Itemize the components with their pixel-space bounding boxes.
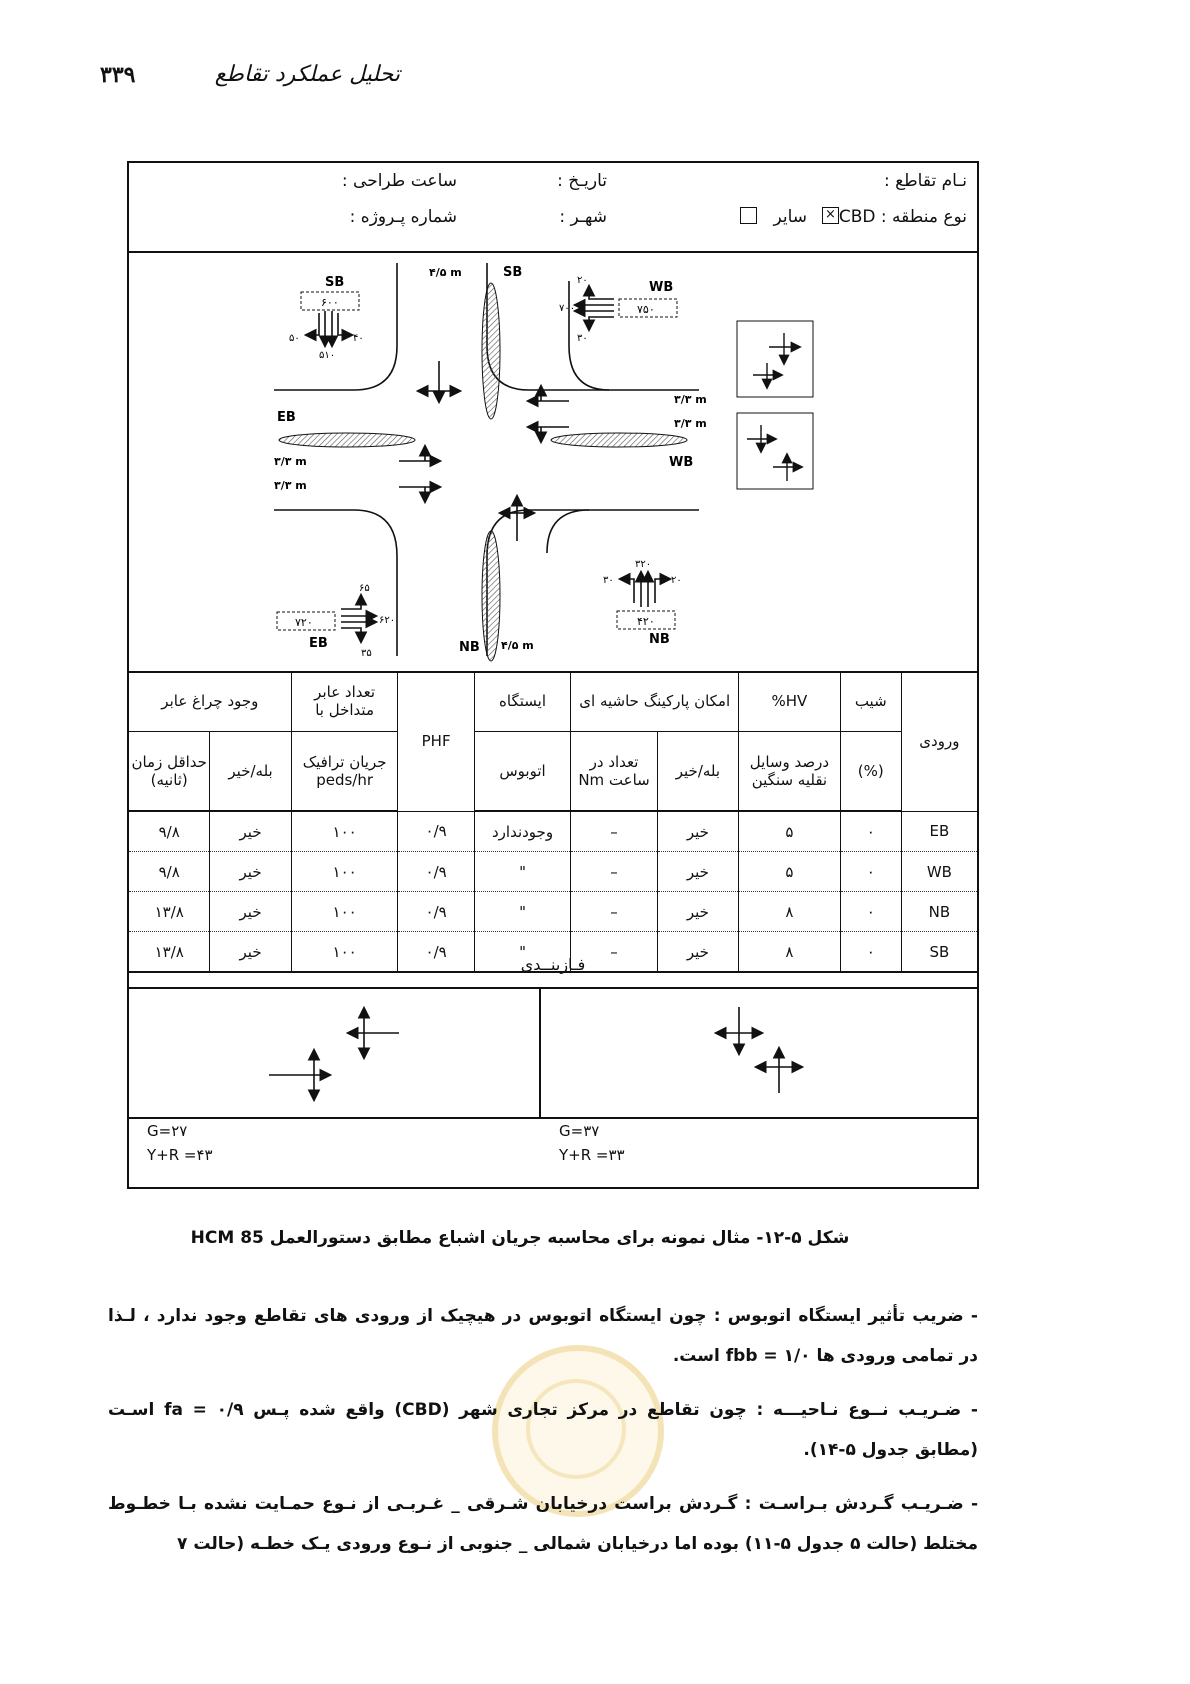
wb-label: WB — [649, 280, 674, 295]
cell-nm: – — [571, 852, 657, 892]
approach-data-table — [129, 671, 977, 973]
intersection-form — [127, 161, 979, 1189]
cell-bus: " — [474, 892, 571, 932]
cell-phf: ۰/۹ — [398, 892, 474, 932]
col-approach: ورودی — [901, 671, 977, 811]
table-row — [129, 892, 977, 932]
col-hv: %HV — [739, 671, 841, 732]
wb-through-volume: ۷۰۰ — [559, 303, 576, 314]
cell-ped-min: ۹/۸ — [129, 811, 210, 852]
cell-ped-yn: خیر — [210, 932, 291, 973]
table-row — [129, 852, 977, 892]
sub-bus-desc: اتوبوس — [474, 732, 571, 812]
sub-peds-desc: جریان ترافیک peds/hr — [291, 732, 398, 812]
cell-bus: " — [474, 852, 571, 892]
col-grade: شیب — [840, 671, 901, 732]
phase-right-svg — [541, 987, 977, 1117]
paragraph-bus-factor: - ضریب تأثیر ایستگاه اتوبوس : چون ایستگاه اتوبوس در هیچیک از ورودی های تقاطع وجود ندارد ، لـذا در تمامی ورودی ها fbb = ۱/۰ است. — [108, 1306, 978, 1366]
cell-ped-min: ۱۳/۸ — [129, 932, 210, 973]
phase-left-diagram — [129, 987, 541, 1119]
sub-hv-desc: درصد وسایل نقلیه سنگین — [739, 732, 841, 812]
cell-bus: " — [474, 932, 571, 973]
cell-hv: ۵ — [739, 852, 841, 892]
cell-phf: ۰/۹ — [398, 932, 474, 973]
paragraph-area-factor: - ضـریـب نــوع نـاحیـــه : چون تقاطع در مرکز تجاری شهر (CBD) واقع شده پـس fa = ۰/۹ اسـت (مطابق جدول ۵-۱۴). — [108, 1400, 978, 1460]
city-label: شهـر : — [559, 207, 607, 227]
table-row — [129, 811, 977, 852]
cell-hv: ۵ — [739, 811, 841, 852]
phase-left-svg — [129, 987, 539, 1117]
col-peds: تعداد عابر متداخل با — [291, 671, 398, 732]
nb-movement-arrows — [621, 573, 669, 607]
cell-grade: ۰ — [840, 811, 901, 852]
figure-caption: شکل ۵-۱۲- مثال نمونه برای محاسبه جریان اشباع مطابق دستورالعمل HCM 85 — [190, 1228, 850, 1248]
nb-label-2: NB — [649, 632, 670, 647]
nb-right-volume: ۲۰ — [671, 575, 682, 586]
cell-grade: ۰ — [840, 932, 901, 973]
eb-total-volume: ۷۲۰ — [295, 616, 313, 629]
cell-approach: NB — [901, 892, 977, 932]
phase-right-times — [559, 1119, 625, 1167]
sub-parking-yn: بله/خیر — [657, 732, 738, 812]
sub-parking-nm: تعداد در ساعت Nm — [571, 732, 657, 812]
sb-left-volume: ۵۰ — [289, 333, 300, 344]
cell-hv: ۸ — [739, 892, 841, 932]
paragraph-right-turn-factor: - ضـریـب گـردش بـراسـت : گـردش براست درخیابان شـرقی _ غـربـی از نـوع حمـایت نشده بـا خطـوط مختلط (حالت ۵ جدول ۵-۱۱) بوده اما درخیابان شمالی _ جنوبی از نـوع ورودی یـک خطـه (حالت ۷ — [108, 1494, 978, 1554]
page-number: ۳۳۹ — [100, 62, 136, 88]
cell-parking: خیر — [657, 892, 738, 932]
sb-movement-arrows — [307, 311, 351, 345]
cell-parking: خیر — [657, 811, 738, 852]
phase-icon-box-1 — [737, 321, 813, 397]
cell-ped-yn: خیر — [210, 852, 291, 892]
intersection-diagram — [129, 251, 977, 673]
eb-lane-width-1: ۳/۳ m — [274, 455, 307, 468]
phase-left-green: G=۲۷ — [147, 1122, 188, 1140]
phase-left-times — [147, 1119, 213, 1167]
nb-left-volume: ۳۰ — [603, 575, 614, 586]
eb-label-2: EB — [309, 636, 328, 651]
cell-parking: خیر — [657, 932, 738, 973]
cell-approach: SB — [901, 932, 977, 973]
col-phf: PHF — [398, 671, 474, 811]
cell-phf: ۰/۹ — [398, 811, 474, 852]
eb-top-volume: ۶۵ — [359, 583, 370, 594]
nb-through-volume: ۳۲۰ — [635, 559, 652, 570]
cell-grade: ۰ — [840, 852, 901, 892]
median-south — [482, 531, 500, 661]
wb-bottom-volume: ۳۰ — [577, 333, 588, 344]
sub-grade-unit: (%) — [840, 732, 901, 812]
sub-ped-yn: بله/خیر — [210, 732, 291, 812]
nb-total-volume: ۴۲۰ — [637, 615, 655, 628]
nb-label: NB — [459, 640, 480, 655]
form-info: نـام تقاطع : تاریـخ : ساعت طراحی : نوع منطقه : CBD × سایر شهـر : شماره پـروژه : — [129, 163, 977, 253]
width-top-dim: ۴/۵ m — [429, 266, 462, 279]
cell-peds: ۱۰۰ — [291, 892, 398, 932]
phase-icon-box-2 — [737, 413, 813, 489]
cell-peds: ۱۰۰ — [291, 932, 398, 973]
phase-icon-2-arrows — [747, 425, 801, 481]
design-hour-label: ساعت طراحی : — [341, 171, 457, 191]
col-parking: امکان پارکینگ حاشیه ای — [571, 671, 739, 732]
median-north — [482, 283, 500, 419]
eb-bottom-volume: ۳۵ — [361, 648, 372, 659]
eb-label: EB — [277, 410, 296, 425]
cell-ped-yn: خیر — [210, 811, 291, 852]
cell-ped-min: ۹/۸ — [129, 852, 210, 892]
other-label: سایر — [773, 207, 807, 227]
phase-right-diagram — [541, 987, 977, 1119]
wb-label-2: WB — [669, 455, 694, 470]
phase-icon-1-arrows — [753, 333, 799, 387]
sb-total-volume: ۶۰۰ — [321, 296, 339, 309]
sb-through-volume: ۵۱۰ — [319, 350, 336, 361]
eb-movement-arrows — [341, 596, 375, 641]
median-east — [551, 433, 687, 447]
cell-hv: ۸ — [739, 932, 841, 973]
wb-lane-width-2: ۳/۳ m — [674, 417, 707, 430]
cell-ped-yn: خیر — [210, 892, 291, 932]
intersection-name-label: نـام تقاطع : — [883, 171, 967, 191]
eb-through-volume: ۶۲۰ — [379, 615, 396, 626]
cell-nm: – — [571, 932, 657, 973]
intersection-svg — [129, 251, 977, 671]
chapter-title: تحلیل عملکرد تقاطع — [214, 62, 400, 87]
area-type-label: نوع منطقه : CBD — [838, 207, 967, 227]
phasing-title: فـازبنــدی — [129, 943, 977, 989]
cell-approach: WB — [901, 852, 977, 892]
cell-nm: – — [571, 892, 657, 932]
phase-right-yr: Y+R =۳۳ — [559, 1146, 625, 1164]
phase-left-yr: Y+R =۴۳ — [147, 1146, 213, 1164]
sb-right-volume: ۴۰ — [353, 333, 364, 344]
date-label: تاریـخ : — [557, 171, 607, 191]
cell-parking: خیر — [657, 852, 738, 892]
eb-lane-width-2: ۳/۳ m — [274, 479, 307, 492]
width-bottom-dim: ۴/۵ m — [501, 639, 534, 652]
wb-total-volume: ۷۵۰ — [637, 303, 655, 316]
cell-ped-min: ۱۳/۸ — [129, 892, 210, 932]
wb-lane-width-1: ۳/۳ m — [674, 393, 707, 406]
sb-label-2: SB — [503, 265, 523, 280]
cell-grade: ۰ — [840, 892, 901, 932]
cell-nm: – — [571, 811, 657, 852]
phase-right-green: G=۳۷ — [559, 1122, 600, 1140]
project-number-label: شماره پـروژه : — [349, 207, 457, 227]
sub-ped-min: حداقل زمان (ثانیه) — [129, 732, 210, 812]
wb-top-volume: ۲۰ — [577, 275, 588, 286]
cell-peds: ۱۰۰ — [291, 811, 398, 852]
cell-phf: ۰/۹ — [398, 852, 474, 892]
cell-approach: EB — [901, 811, 977, 852]
wb-movement-arrows — [576, 287, 614, 329]
cell-peds: ۱۰۰ — [291, 852, 398, 892]
cell-bus: وجودندارد — [474, 811, 571, 852]
sb-label: SB — [325, 275, 345, 290]
col-ped-signal: وجود چراغ عابر — [129, 671, 291, 732]
median-west — [279, 433, 415, 447]
col-bus: ایستگاه — [474, 671, 571, 732]
